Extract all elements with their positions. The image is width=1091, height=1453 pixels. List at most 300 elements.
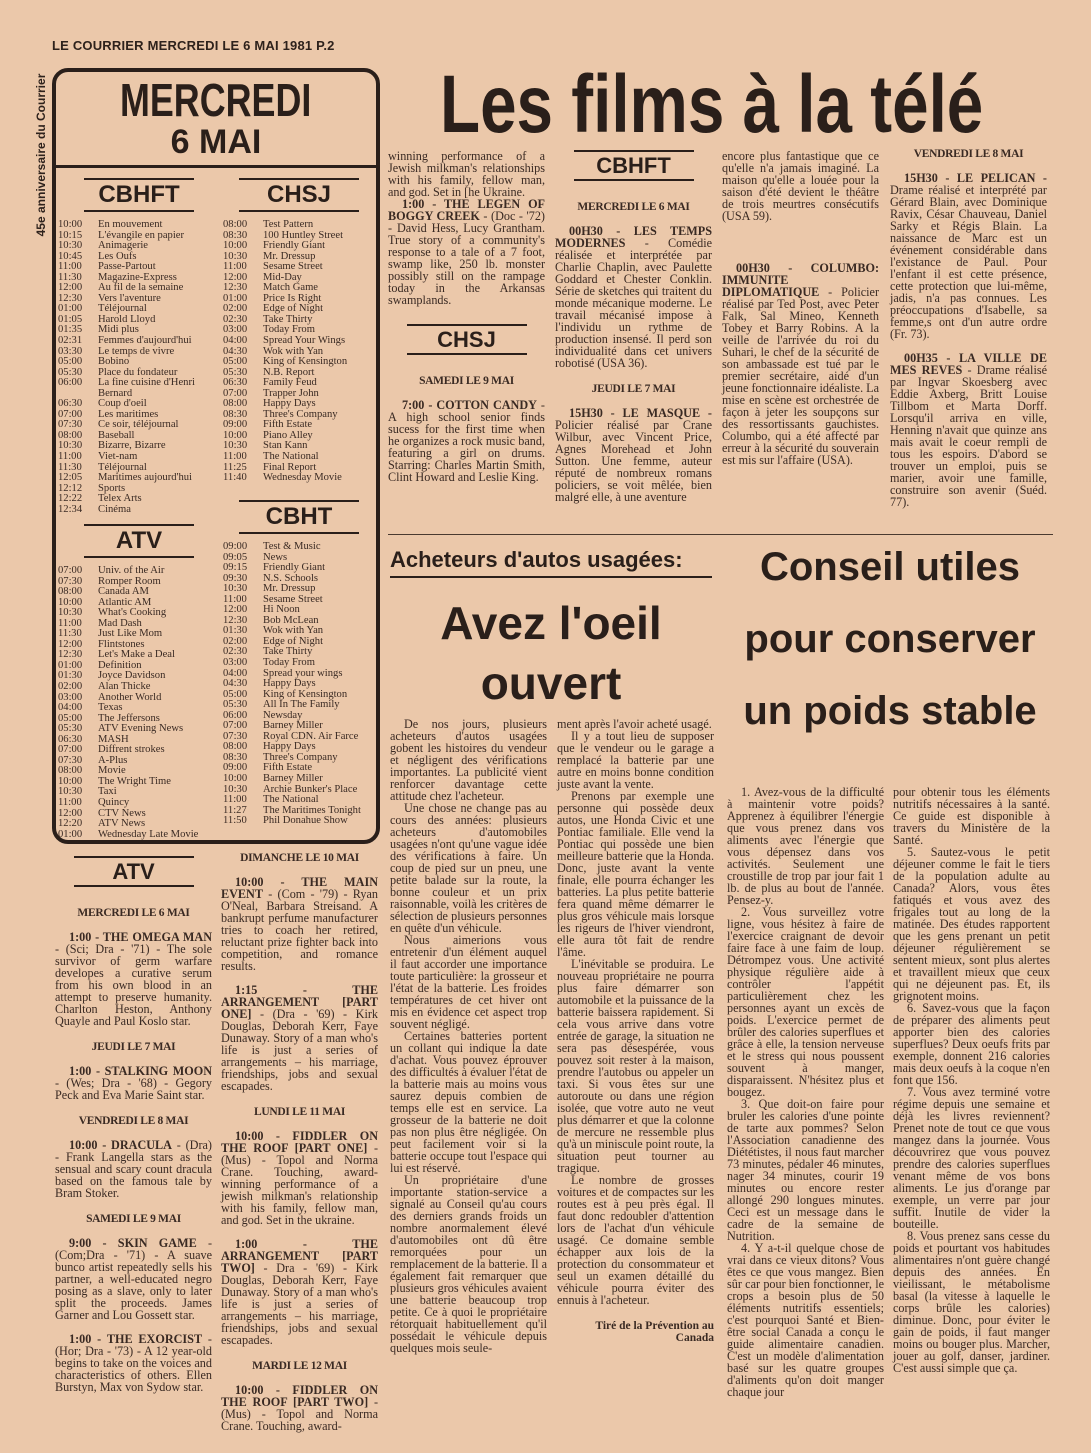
film-title: 10:00 - DRACULA: [69, 1138, 172, 1152]
program-title: Phil Donahue Show: [263, 815, 348, 827]
time: 11:00: [223, 451, 247, 463]
masthead: LE COURRIER MERCREDI LE 6 MAI 1981 P.2: [52, 38, 335, 53]
program-title: Hi Noon: [263, 604, 300, 616]
program-title: Fifth Estate: [263, 762, 313, 774]
program-title: Take Thirty: [263, 313, 313, 325]
schedule-row: [58, 378, 220, 389]
film-title: 00H30 - LES TEMPS MODERNES: [555, 224, 712, 250]
program-title: The National: [263, 794, 319, 806]
time: 07:00: [58, 408, 83, 420]
time: 05:00: [58, 712, 83, 724]
schedule-row: [58, 505, 220, 516]
paragraph: encore plus fantastique que ce qu'elle n'a jamais imaginé. La maison qu'elle a louée pour la saison d'été devient le théâtre de trois meurtres consécutifs (USA 59).: [722, 149, 879, 223]
film-description: - (Sci; Dra - '71) - The sole survivor of germ warfare developes a curative serum from his own blood in an attempt to preserve humanity. Charlton Heston, Anthony Quayle and Paul Koslo star.: [55, 942, 212, 1028]
films-column: [722, 150, 879, 478]
time: 08:30: [223, 751, 248, 763]
films-column: [555, 132, 712, 515]
schedule-row: [223, 473, 375, 484]
time: 08:00: [223, 741, 248, 753]
time: 03:00: [58, 691, 83, 703]
time: 12:34: [58, 503, 83, 515]
paragraph: Une chose ne change pas au cours des années: plusieurs acheteurs d'automobiles usagées n'ont qu'une vague idée des vérifications à faire. Un coup de pied sur un pneu, une petite balade sur la route, la bonne couleur et un prix raisonnable, voilà les critères de sélection de plusieurs personnes en quête d'un véhicule.: [390, 801, 547, 935]
time: 07:30: [58, 575, 83, 587]
films-column: [388, 150, 545, 495]
film-title: 10:00 - FIDDLER ON THE ROOF [PART ONE]: [221, 1129, 378, 1155]
schedule-row: [223, 816, 375, 827]
program-title: Today From: [263, 657, 315, 669]
station-header: ATV: [74, 856, 194, 887]
schedule-row: [58, 724, 220, 735]
day-heading: JEUDI LE 7 MAI: [91, 1041, 176, 1053]
time: 11:40: [223, 472, 247, 484]
paragraph: Nous aimerions vous entretenir d'un élément auquel il faut accorder une importance toute particulière: la grosseur et l'état de la batterie. Les froides températures de cet hiver ont mis en évidence cet aspect trop souvent négligé.: [390, 933, 547, 1031]
program-title: Mr. Dressup: [263, 583, 316, 595]
program-title: Le temps de vivre: [98, 345, 175, 357]
time: 10:15: [58, 229, 83, 241]
program-title: ATV News: [98, 818, 146, 830]
program-title: Friendly Giant: [263, 240, 326, 252]
time: 10:00: [223, 240, 248, 252]
film-listing: [221, 1238, 378, 1346]
films-column: [890, 134, 1047, 520]
program-title: Spread your wings: [263, 667, 343, 679]
time: 10:00: [58, 219, 83, 230]
time: 10:30: [58, 607, 83, 619]
program-title: Movie: [98, 765, 126, 777]
program-title: Mad Dash: [98, 617, 142, 629]
program-title: Magazine-Express: [98, 271, 177, 283]
film-listing: [221, 1384, 378, 1432]
time: 11:00: [58, 451, 82, 463]
time: 11:00: [223, 261, 247, 273]
program-title: L'évangile en papier: [98, 229, 185, 241]
program-title: The Jeffersons: [98, 712, 160, 724]
program-title: Final Report: [263, 461, 317, 473]
day-heading: DIMANCHE LE 10 MAI: [240, 852, 359, 864]
schedule-row: [58, 566, 220, 577]
program-title: The Maritimes Tonight: [263, 804, 361, 816]
time: 04:00: [58, 702, 83, 714]
health-article-headline-2: pour conserver: [744, 617, 1036, 661]
film-listing: [55, 1065, 212, 1101]
time: 07:00: [223, 387, 248, 399]
program-title: Wednesday Late Movie: [98, 828, 199, 840]
program-title: Romper Room: [98, 575, 161, 587]
time: 06:00: [223, 709, 248, 721]
schedule-date: 6 MAI: [170, 123, 262, 161]
program-title: Happy Days: [263, 678, 316, 690]
film-title: 10:00 - THE MAIN EVENT: [221, 875, 378, 901]
car-article-column: [557, 718, 714, 1344]
film-description: - (Dra - '69) - Kirk Douglas, Deborah Kerr, Faye Dunaway. Story of a man who's life is just a series of arrangements – his marriage, friendships, jobs and sexual escapades.: [221, 1007, 378, 1093]
program-title: All In The Family: [263, 699, 340, 711]
program-title: Three's Company: [263, 751, 338, 763]
film-description: - (Mus) - Topol and Norma Crane. Touching, award-winning performance of a jewish milkman's relationship with his family, fellow man, and god. Set in the ukraine.: [221, 1141, 379, 1227]
time: 11:00: [223, 794, 247, 806]
time: 01:30: [58, 670, 83, 682]
program-title: Happy Days: [263, 398, 316, 410]
paragraph: 3. Que doit-on faire pour bruler les calories d'une pointe de tarte aux pommes? Selon l'Association canadienne des Diététistes, il nous faut marcher 73 minutes, pédaler 46 minutes, nager 34 minutes, courir 19 minutes ou encore rester allongé 290 longues minutes. Ceci est un message dans le cadre de la semaine de Nutrition.: [727, 1097, 884, 1243]
program-title: Baseball: [98, 429, 135, 441]
program-title: La fine cuisine d'Henri: [98, 377, 195, 389]
time: 12:30: [223, 282, 248, 294]
program-title: Wok with Yan: [263, 625, 324, 637]
program-title: Cinéma: [98, 503, 131, 515]
time: 12:12: [58, 482, 83, 494]
program-title: Taxi: [98, 786, 117, 798]
film-listing: [55, 1237, 212, 1321]
program-title: Piano Alley: [263, 429, 313, 441]
time: 12:30: [223, 614, 248, 626]
program-title: Bob McLean: [263, 614, 319, 626]
film-description: - (Hor; Dra - '73) - A 12 year-old begins to take on the voices and characteristics of others. Ellen Burstyn, Max von Sydow star.: [55, 1332, 212, 1394]
time: 05:00: [223, 688, 248, 700]
program-title: Animagerie: [98, 240, 149, 252]
program-title: Atlantic AM: [98, 596, 152, 608]
program-title: Take Thirty: [263, 646, 313, 658]
tv-schedule-box: [52, 68, 380, 844]
schedule-row: [58, 777, 220, 788]
time: 09:05: [223, 551, 248, 563]
film-description: - (Dra) - Frank Langella stars as the sensual and scary count dracula based on the famous tale by Bram Stoker.: [55, 1138, 212, 1200]
film-listing: [55, 931, 212, 1027]
program-title: Quincy: [98, 797, 130, 809]
day-heading: SAMEDI LE 9 MAI: [86, 1213, 181, 1225]
schedule-row: [58, 787, 220, 798]
film-title: 10:00 - FIDDLER ON THE ROOF [PART TWO]: [221, 1383, 378, 1409]
program-title: Newsday: [263, 709, 303, 721]
time: 07:30: [223, 730, 248, 742]
schedule-row: [58, 315, 220, 326]
time: 07:00: [58, 565, 83, 576]
program-title: Sesame Street: [263, 261, 323, 273]
paragraph: 5. Sautez-vous le petit déjeuner comme le fait le tiers de la population adulte au Canada? Alors, vous êtes fatiqués et vous avez des frigales tout au long de la matinée. Des études rapportent que les gens prenant un petit déjeuner régulièrement se sentent mieux, sont plus alertes et travaillent mieux que ceux qui ne déjeunent pas. Et, ils grignotent moins.: [893, 845, 1050, 1003]
program-title: Téléjournal: [98, 461, 147, 473]
program-title: Canada AM: [98, 586, 149, 598]
program-title: Trapper John: [263, 387, 319, 399]
time: 07:00: [58, 744, 83, 756]
film-listing: [55, 1333, 212, 1393]
film-description: - (Wes; Dra - '68) - Gegory Peck and Eva Marie Saint star.: [55, 1076, 212, 1102]
program-title: Mid-Day: [263, 271, 302, 283]
film-description: - Dra - '69) - Kirk Douglas, Deborah Kerr, Faye Dunaway. Story of a man who's life is just a series of arrangements – his marriage, friendships, jobs and sexual escapades.: [221, 1261, 378, 1347]
paragraph: 6. Savez-vous que la façon de préparer des aliments peut apporter bien des calories superflues? Deux oeufs frits par exemple, donnent 216 calories mais deux oeufs à la coque n'en font que 156.: [893, 1001, 1050, 1087]
time: 09:15: [223, 562, 248, 574]
schedule-row: [58, 745, 220, 756]
program-title: Flintstones: [98, 638, 145, 650]
health-article-headline-3: un poids stable: [743, 689, 1037, 733]
program-title: Just Like Mom: [98, 628, 163, 640]
time: 10:00: [223, 429, 248, 441]
station-header: ATV: [84, 524, 194, 558]
program-title: Edge of Night: [263, 303, 324, 315]
program-title: The National: [263, 451, 319, 463]
film-listing: [555, 407, 712, 503]
schedule-row: [58, 241, 220, 252]
schedule-day-text: MERCREDI: [120, 74, 312, 126]
time: 02:00: [223, 303, 248, 315]
time: 02:00: [223, 635, 248, 647]
paragraph: 2. Vous surveillez votre ligne, vous hésitez à faire de l'exercice craignant de devoir faire face à une faim de loup. Détrompez vous. Une activité physique régulière aide à contrôler l'appétit particulièrement chez les personnes ayant un excès de poids. L'exercice permet de brûler des calories superflues et grâce à elle, la tension nerveuse et le stress qui nous poussent souvent à manger, disparaissent. N'hésitez plus et bougez.: [727, 905, 884, 1099]
program-title: Univ. of the Air: [98, 565, 165, 576]
time: 02:30: [223, 646, 248, 658]
schedule-row: [58, 494, 220, 505]
day-heading: MERCREDI LE 6 MAI: [577, 201, 690, 213]
program-title: The Wright Time: [98, 775, 171, 787]
program-title: Maritimes aujourd'hui: [98, 472, 192, 484]
program-title: Match Game: [263, 282, 319, 294]
paragraph: ment après l'avoir acheté usagé.: [557, 717, 712, 731]
film-title: 15H30 - LE PELICAN -: [904, 171, 1047, 185]
program-title: Mr. Dressup: [263, 250, 316, 262]
program-title: Bobino: [98, 356, 130, 368]
film-title: 15H30 - LE MASQUE -: [569, 406, 712, 420]
time: 06:30: [58, 733, 83, 745]
film-listing: [221, 984, 378, 1092]
schedule-row: [58, 756, 220, 767]
program-title: Les Oufs: [98, 250, 137, 262]
time: 10:30: [58, 440, 83, 452]
paragraph: Un propriétaire d'une importante station-service a signalé au Conseil qu'au cours des derniers grands froids un nombre anormalement élevé d'automobiles ont dû être remorquées pour un remplacement de la batterie. Il a également fait remarquer que plusieurs gros véhicules avaient une batterie beaucoup trop petite. Ce à quoi le propriétaire rétorquait habituellement qu'il possédait le véhicule depuis quelques mois seule-: [390, 1173, 547, 1355]
time: 08:30: [223, 229, 248, 241]
health-article-headline-1: Conseil utiles: [759, 545, 1021, 589]
time: 02:00: [58, 681, 83, 693]
time: 04:30: [223, 345, 248, 357]
time: 10:30: [223, 250, 248, 262]
time: 01:05: [58, 313, 83, 325]
program-title: What's Cooking: [98, 607, 167, 619]
paragraph: Le nombre de grosses voitures et de compactes sur les routes est à peu près égal. Il faut donc redoubler d'attention lors de l'achat d'un véhicule usagé. Ce domaine semble échapper aux lois de la protection du consommateur et seul un examen détaillé du véhicule pourra éviter des ennuis à l'acheteur.: [557, 1173, 714, 1307]
film-description: - (Com;Dra - '71) - A suave bunco artist repeatedly sells his partner, a well-educated negro posing as a slave, only to later split the proceeds. James Garner and Lou Gossett star.: [55, 1236, 212, 1322]
schedule-row: [58, 452, 220, 463]
time: 09:00: [223, 419, 248, 431]
time: 11:30: [58, 271, 82, 283]
day-heading: MERCREDI LE 6 MAI: [77, 907, 190, 919]
program-title: Archie Bunker's Place: [263, 783, 358, 795]
time: 06:00: [58, 377, 83, 389]
time: 10:00: [58, 775, 83, 787]
time: 10:00: [58, 596, 83, 608]
time: 04:30: [223, 678, 248, 690]
time: 07:00: [223, 720, 248, 732]
station-header: CHSJ: [407, 324, 527, 355]
time: 11:00: [223, 593, 247, 605]
program-title: Passe-Partout: [98, 261, 156, 273]
paragraph: Il y a tout lieu de supposer que le vendeur ou le garage a remplacé la batterie par une autre en moins bonne condition juste avant la vente.: [557, 729, 714, 791]
program-title: Three's Company: [263, 408, 338, 420]
schedule-row: [58, 420, 220, 431]
program-title: Test Pattern: [263, 219, 314, 230]
program-title: Viet-nam: [98, 451, 138, 463]
program-title: Stan Kann: [263, 440, 308, 452]
time: 11:30: [58, 461, 82, 473]
health-article-column: [727, 786, 884, 1398]
time: 12:00: [58, 282, 83, 294]
time: 07:30: [58, 754, 83, 766]
program-title: Joyce Davidson: [98, 670, 166, 682]
film-title: 9:00 - SKIN GAME: [69, 1236, 197, 1250]
program-title: Wok with Yan: [263, 345, 324, 357]
time: 11:25: [223, 461, 247, 473]
day-heading: VENDREDI LE 8 MAI: [913, 148, 1024, 160]
program-title: Barney Miller: [263, 720, 323, 732]
time: 10:30: [223, 783, 248, 795]
anniversary-text: 45e anniversaire du Courrier: [34, 73, 48, 237]
film-title: 1:15 - THE ARRANGEMENT [PART ONE]: [221, 983, 378, 1021]
program-title: Friendly Giant: [263, 562, 326, 574]
car-article-headline-2: ouvert: [480, 657, 622, 709]
time: 01:00: [58, 828, 83, 840]
program-title: King of Kensington: [263, 356, 348, 368]
program-title: ATV Evening News: [98, 723, 184, 735]
film-description: - Policier réalisé par Ted Post, avec Peter Falk, Sal Mineo, Kenneth Tobey et Barry Robins. A la veille de l'arrivée du roi du Suhari, le chef de la sécurité de son ambassade est tué par le premier secrétaire, aidé d'un jeune fonctionnaire idéaliste. La mise en scène est orchestrée de façon à jeter les soupçons sur des ressortissants gauchistes. Columbo, qui a été affecté par erreur à la sécurité du souverain est mis sur l'affaire (USA).: [722, 285, 880, 467]
program-title: Bizarre, Bizarre: [98, 440, 166, 452]
program-title: Family Feud: [263, 377, 317, 389]
film-description: Policier réalisé par Crane Wilbur, avec Vincent Price, Agnes Morehead et John Sutton. Une femme, auteur réputé de nombreux romans policiers, se voit mêlée, bien malgré elle, à une aventure: [555, 418, 712, 504]
time: 02:31: [58, 335, 83, 347]
schedule-row: [58, 347, 220, 358]
film-description: - (Com - '79) - Ryan O'Neal, Barbara Streisand. A bankrupt perfume manufacturer tries to coach her retired, reluctant prize fighter back into competition, and romance results.: [221, 887, 378, 973]
schedule-row: [58, 336, 220, 347]
article-credit: Tiré de la Prévention au Canada: [595, 1320, 714, 1344]
time: 07:30: [58, 419, 83, 431]
paragraph: pour obtenir tous les éléments nutritifs nécessaires à la santé. Ce guide est disponible à travers du Ministère de la Santé.: [893, 785, 1050, 847]
day-heading: MARDI LE 12 MAI: [252, 1360, 347, 1372]
schedule-row: [223, 452, 375, 463]
time: 11:50: [223, 815, 247, 827]
film-title: 00H35 - LA VILLE DE MES REVES: [890, 351, 1047, 377]
car-article-column: [390, 718, 547, 1354]
program-title: Edge of Night: [263, 635, 324, 647]
film-title: 7:00 - COTTON CANDY: [402, 398, 537, 412]
day-heading: VENDREDI LE 8 MAI: [78, 1115, 189, 1127]
program-title: Another World: [98, 691, 162, 703]
time: 12:22: [58, 493, 83, 505]
schedule-row: [223, 542, 375, 553]
program-title: Bernard: [98, 387, 133, 399]
schedule-row: [58, 693, 220, 704]
paragraph: 4. Y a-t-il quelque chose de vrai dans ce vieux ditons? Vous êtes ce que vous mangez. Bien sûr car pour bien fonctionner, le crops a besoin plus de 50 éléments nutritifs essentiels; c'est pourquoi Santé et Bien-être social Canada a conçu le guide alimentaire canadien. C'est un modèle d'alimentation basé sur les quatre groupes d'aliments qu'on doit manger chaque jour: [727, 1241, 884, 1399]
program-title: N.B. Report: [263, 366, 315, 378]
film-title: 1:00 - THE EXORCIST: [69, 1332, 203, 1346]
film-listing: [221, 1130, 378, 1226]
schedule-row: [58, 473, 220, 484]
program-title: En mouvement: [98, 219, 163, 230]
program-title: Sports: [98, 482, 126, 494]
film-title: 1:00 - THE LEGEN OF BOGGY CREEK: [388, 197, 545, 223]
paragraph: Certaines batteries portent un collant qui indique la date d'achat. Vous pouvez éprouver des difficultés à évaluer l'état de la batterie mais au moins vous saurez depuis combien de temps elle est en service. La grosseur de la batterie ne doit pas non plus être négligée. On peut facilement voir si la batterie occupe tout l'espace qui lui est réservé.: [390, 1029, 547, 1175]
paragraph: De nos jours, plusieurs acheteurs d'autos usagées gobent les histoires du vendeur et négligent des vérifications importantes. La publicité vient renforcer davantage cette attitude chez l'acheteur.: [390, 717, 547, 803]
schedule-row: [58, 798, 220, 809]
program-title: N.S. Schools: [263, 572, 319, 584]
divider: [56, 165, 376, 168]
time: 12:00: [58, 638, 83, 650]
time: 03:30: [58, 345, 83, 357]
station-header: CBHFT: [574, 150, 694, 181]
time: 10:30: [223, 440, 248, 452]
films-title-text: Les films à la télé: [440, 59, 984, 150]
program-title: Sesame Street: [263, 593, 323, 605]
time: 11:00: [58, 617, 82, 629]
program-title: King of Kensington: [263, 688, 348, 700]
program-title: Let's Make a Deal: [98, 649, 175, 661]
time: 08:00: [58, 429, 83, 441]
film-listing: [388, 198, 545, 306]
film-title: 1:00 - THE ARRANGEMENT [PART TWO]: [221, 1237, 378, 1275]
schedule-cbhft: [58, 178, 220, 515]
time: 11:00: [58, 261, 82, 273]
paragraph: 7. Vous avez terminé votre régime depuis une semaine et déjà les livres reviennent? Prenet note de tout ce que vous mangez dans la journée. Vous découvrirez que vous pouvez prendre des calories superflues venant même de vos bons aliments. Le jus d'orange par exemple, un verre par jour suffit. Inutile de vider la bouteille.: [893, 1085, 1050, 1231]
films-column: [55, 838, 212, 1405]
paragraph: 8. Vous prenez sans cesse du poids et pourtant vos habitudes alimentaires n'ont guère changé depuis des années. En vieilissant, le métabolisme basal (la vitesse à laquelle le corps brûle les calories) diminue. Donc, pour éviter le gain de poids, il faut manger moins ou bouger plus. Marcher, jouer au golf, danser, jardiner. C'est aussi simple que ça.: [893, 1229, 1050, 1375]
car-article-kicker: Acheteurs d'autos usagées:: [390, 547, 683, 572]
program-title: Barney Miller: [263, 773, 323, 785]
program-title: Fifth Estate: [263, 419, 313, 431]
time: 11:30: [58, 628, 82, 640]
time: 01:00: [58, 303, 83, 315]
film-description: - (Mus) - Topol and Norma Crane. Touching, award-: [221, 1395, 378, 1433]
program-title: Alan Thicke: [98, 681, 151, 693]
time: 08:00: [58, 765, 83, 777]
time: 12:00: [223, 271, 248, 283]
program-title: Ce soir, téléjournal: [98, 419, 179, 431]
schedule-cbht: [223, 500, 375, 827]
schedule-row: [223, 220, 375, 231]
time: 06:30: [223, 377, 248, 389]
time: 12:30: [58, 292, 83, 304]
film-description: - A high school senior finds sucess for the first time when he organizes a rock music band, featuring a girl on drums. Starring: Charles Martin Smith, Clint Howard and Leslie King.: [388, 398, 545, 484]
program-title: Midi plus: [98, 324, 139, 336]
film-description: - Comédie réalisée et interprétée par Charlie Chaplin, avec Paulette Goddard et Chester Conklin. Série de sketches qui traitent du monde mécanique moderne. Le travail mécanisé impose à l'individu un rythme de production insensé. Il perd son individualité dans cet univers robotisé (USA 36).: [555, 236, 712, 370]
time: 09:30: [223, 572, 248, 584]
time: 09:00: [223, 762, 248, 774]
program-title: MASH: [98, 733, 129, 745]
film-listing: [221, 876, 378, 972]
time: 05:00: [223, 356, 248, 368]
time: 11:00: [58, 797, 82, 809]
time: 05:00: [58, 356, 83, 368]
time: 05:30: [223, 366, 248, 378]
film-listing: [890, 352, 1047, 508]
day-heading: LUNDI LE 11 MAI: [253, 1106, 346, 1118]
schedule-row: [223, 774, 375, 785]
film-listing: [388, 399, 545, 483]
schedule-atv: [58, 524, 220, 840]
time: 11:27: [223, 804, 247, 816]
film-description: - Drame réalisé par Ingvar Skoesberg avec Eddie Axberg, Britt Louise Tillbom et Marta Dorff. Lorsqu'il arriva en ville, Henning n'avait que quinze ans mais avait le coeur rempli de tous les espoirs. D'abord se trouver un emploi, puis se marier, avoir une famille, construire son avenir (Suéd. 77).: [890, 363, 1047, 509]
station-header: CBHFT: [84, 178, 194, 212]
time: 08:00: [223, 219, 248, 230]
paragraph: Prenons par exemple une personne qui possède deux autos, une Honda Civic et une Pontiac familiale. Elle vend la Pontiac qui possède une bien meilleure batterie que la Honda. Donc, juste avant la vente finale, elle pourra échanger les batteries. La plus petite batterie fera quand même démarrer le plus gros véhicule mais lorsque les rigeurs de l'hiver viendront, elle aura tôt fait de rendre l'âme.: [557, 789, 714, 959]
film-title: 00H30 - COLUMBO: IMMUNITE DIPLOMATIQUE: [722, 261, 879, 299]
station-header: CHSJ: [239, 178, 359, 212]
paragraph: L'inévitable se produira. Le nouveau propriétaire ne pourra plus faire démarrer son automobile et la puissance de la batterie baissera rapidement. Si cela vous arrive dans votre entrée de garage, la situation ne sera pas désespérée, vous pouvez soit rester à la maison, prendre l'autobus ou appeler un taxi. Si vous êtes sur une autoroute ou dans une région isolée, que votre auto ne veut plus démarrer et que la colonne de mercure ne ressemble plus qu'à un miniscule point route, la situation peut tourner au tragique.: [557, 957, 714, 1175]
program-title: Price Is Right: [263, 292, 322, 304]
schedule-row: [58, 682, 220, 693]
schedule-chsj: [223, 178, 375, 484]
film-listing: [555, 225, 712, 369]
time: 01:35: [58, 324, 83, 336]
program-title: CTV News: [98, 807, 146, 819]
program-title: Place du fondateur: [98, 366, 178, 378]
program-title: Royal CDN. Air Farce: [263, 730, 359, 742]
schedule-row: [58, 441, 220, 452]
time: 12:30: [58, 649, 83, 661]
schedule-row: [223, 336, 375, 347]
film-listing: [890, 172, 1047, 340]
time: 06:30: [58, 398, 83, 410]
program-title: Coup d'oeil: [98, 398, 147, 410]
